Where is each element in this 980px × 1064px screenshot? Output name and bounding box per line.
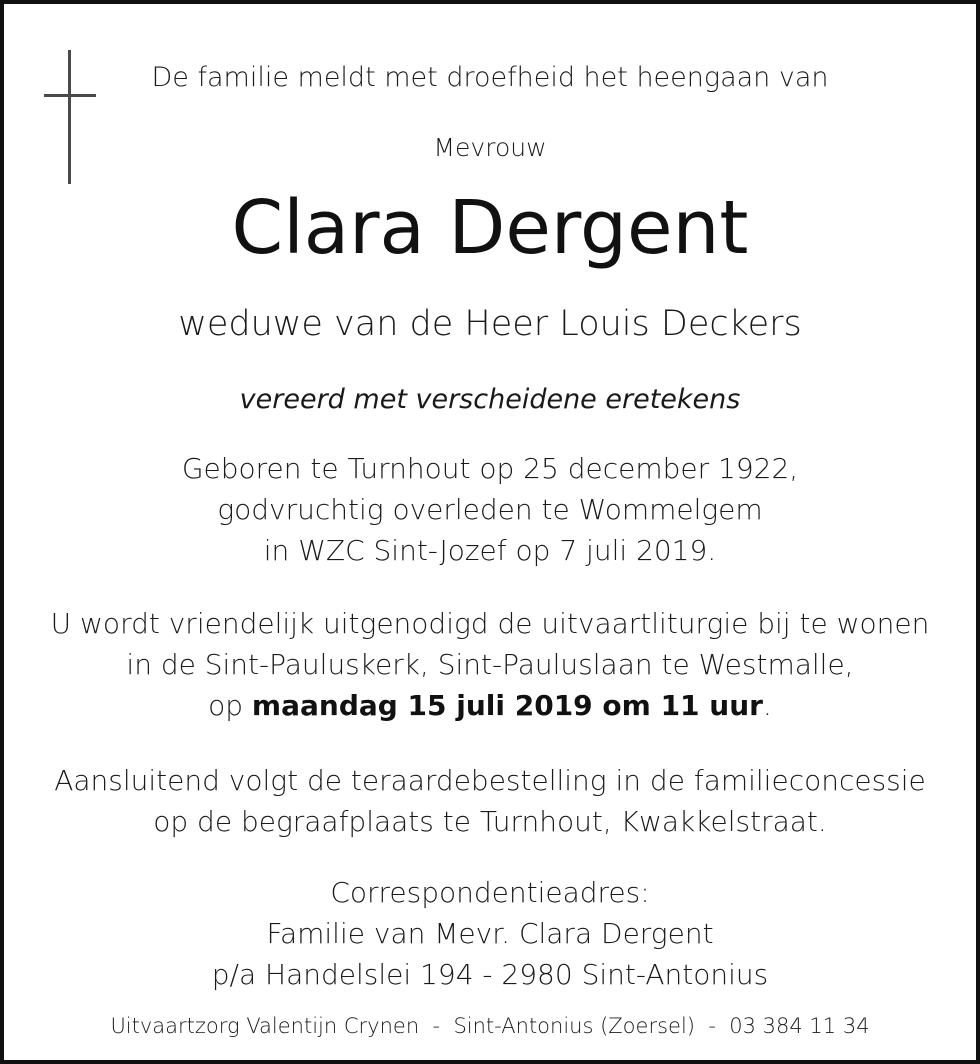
honors-line: vereerd met verscheidene eretekens (239, 384, 741, 415)
honorific-title: Mevrouw (433, 133, 547, 162)
birth-death-block (0, 448, 980, 571)
funeral-home-location: Sint-Antonius (Zoersel) (453, 1014, 695, 1038)
deceased-name: Clara Dergent (231, 185, 749, 271)
service-datetime-line (0, 685, 980, 726)
correspondence-heading: Correspondentieadres: (330, 876, 650, 909)
footer-separator: - (708, 1014, 716, 1038)
burial-block (0, 760, 980, 842)
funeral-home-phone: 03 384 11 34 (729, 1014, 870, 1038)
service-date-prefix: op (208, 689, 252, 722)
service-invitation: U wordt vriendelijk uitgenodigd de uitvaartliturgie bij te wonen (50, 607, 930, 640)
footer-separator: - (432, 1014, 441, 1038)
death-place-line: in WZC Sint-Jozef op 7 juli 2019. (263, 534, 717, 567)
service-date: maandag 15 juli 2019 om 11 uur (251, 689, 763, 722)
correspondence-address: p/a Handelslei 194 - 2980 Sint-Antonius (211, 958, 769, 991)
correspondence-name: Familie van Mevr. Clara Dergent (266, 917, 714, 950)
burial-location: op de begraafplaats te Turnhout, Kwakkelstraat. (153, 805, 827, 838)
death-line: godvruchtig overleden te Wommelgem (217, 493, 763, 526)
intro-text: De familie meldt met droefheid het heengaan van (151, 62, 829, 93)
footer (0, 1007, 980, 1045)
funeral-home: Uitvaartzorg Valentijn Crynen (110, 1014, 420, 1038)
spouse-line: weduwe van de Heer Louis Deckers (178, 304, 802, 344)
burial-line: Aansluitend volgt de teraardebestelling in de familieconcessie (54, 764, 926, 797)
correspondence-block (0, 872, 980, 995)
service-location: in de Sint-Pauluskerk, Sint-Pauluslaan te Westmalle, (126, 648, 854, 681)
service-block (0, 603, 980, 726)
birth-line: Geboren te Turnhout op 25 december 1922, (181, 452, 799, 485)
service-date-suffix: . (762, 689, 772, 722)
